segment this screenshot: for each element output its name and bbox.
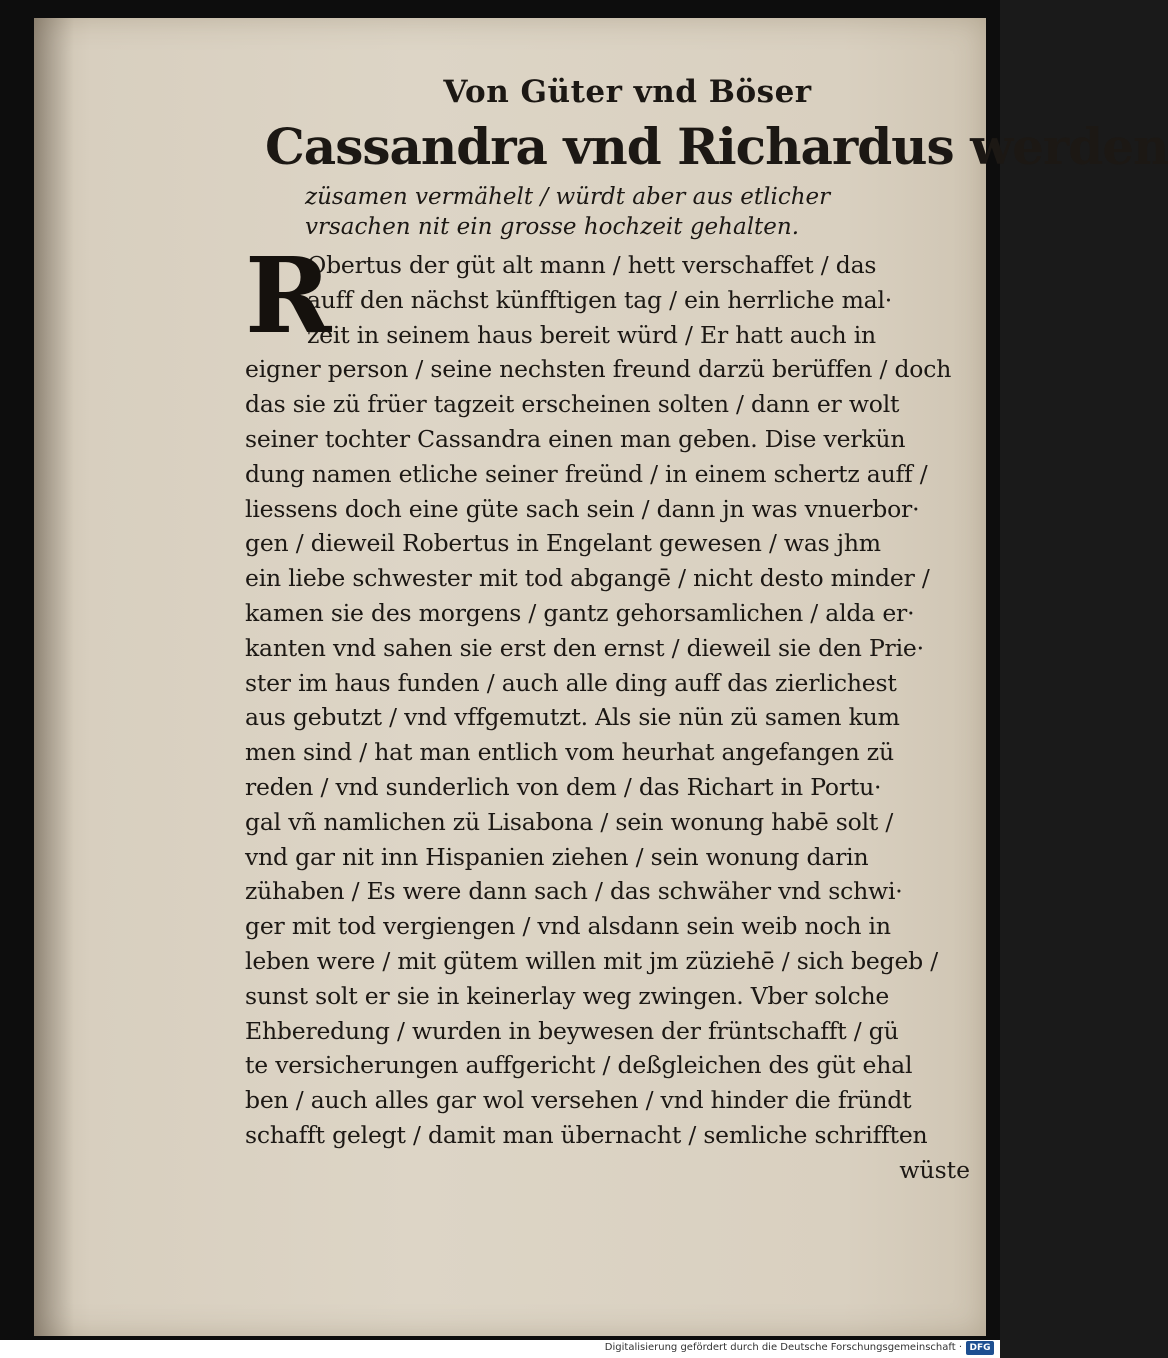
- text-line: aus gebutzt / vnd vffgemutzt. Als sie nün zü samen kum: [245, 703, 900, 732]
- decorated-initial: R: [245, 234, 332, 357]
- funding-credit: Digitalisierung gefördert durch die Deutsche Forschungsgemeinschaft ·: [604, 1342, 962, 1353]
- body-text: [245, 234, 980, 1188]
- text-line: te versicherungen auffgericht / deßgleichen des güt ehal: [245, 1051, 913, 1080]
- text-line: sunst solt er sie in keinerlay weg zwingen. Vber solche: [245, 981, 890, 1010]
- chapter-subtitle: [305, 182, 980, 242]
- dfg-logo: DFG: [966, 1341, 994, 1355]
- text-line: ger mit tod vergiengen / vnd alsdann sein weib noch in: [245, 912, 891, 941]
- text-line: Obertus der güt alt mann / hett verschaffet / das: [307, 251, 877, 279]
- text-line: kamen sie des morgens / gantz gehorsamlichen / alda er·: [245, 598, 915, 627]
- text-line: leben were / mit gütem willen mit jm züziehē / sich begeb /: [245, 946, 939, 975]
- text-line: kanten vnd sahen sie erst den ernst / dieweil sie den Prie·: [245, 633, 924, 662]
- text-line: dung namen etliche seiner freünd / in einem schertz auff /: [245, 459, 928, 488]
- text-line: ein liebe schwester mit tod abgangē / nicht desto minder /: [245, 564, 930, 593]
- text-line: schafft gelegt / damit man übernacht / semliche schrifften: [245, 1120, 928, 1149]
- catchword: wüste: [899, 1155, 970, 1184]
- gutter-shadow: [34, 18, 74, 1336]
- text-line: zühaben / Es were dann sach / das schwäher vnd schwi·: [245, 877, 903, 906]
- text-line: seiner tochter Cassandra einen man geben. Dise verkün: [245, 424, 906, 453]
- subtitle-line: züsamen vermähelt / würdt aber aus etlicher: [305, 184, 831, 210]
- text-line: Ehberedung / wurden in beywesen der früntschafft / gü: [245, 1016, 899, 1045]
- text-line: auff den nächst künfftigen tag / ein herrliche mal·: [307, 285, 893, 314]
- page-text-block: [245, 70, 1168, 1188]
- text-line: das sie zü früer tagzeit erscheinen solten / dann er wolt: [245, 390, 900, 419]
- subtitle-line: vrsachen nit ein grosse hochzeit gehalten.: [305, 214, 800, 240]
- text-line: eigner person / seine nechsten freund darzü berüffen / doch: [245, 355, 952, 384]
- text-line: vnd gar nit inn Hispanien ziehen / sein wonung darin: [245, 842, 869, 871]
- text-line: gen / dieweil Robertus in Engelant gewesen / was jhm: [245, 529, 881, 558]
- text-line: reden / vnd sunderlich von dem / das Richart in Portu·: [245, 772, 882, 801]
- running-head: Von Güter vnd Böser: [443, 74, 812, 110]
- text-line: men sind / hat man entlich vom heurhat angefangen zü: [245, 738, 894, 767]
- text-line: ben / auch alles gar wol versehen / vnd hinder die fründt: [245, 1086, 912, 1115]
- text-line: ster im haus funden / auch alle ding auff das zierlichest: [245, 668, 897, 697]
- text-line: zeit in seinem haus bereit würd / Er hatt auch in: [307, 320, 876, 349]
- text-line: liessens doch eine güte sach sein / dann jn was vnuerbor·: [245, 494, 920, 523]
- text-line: gal vñ namlichen zü Lisabona / sein wonung habē solt /: [245, 807, 894, 836]
- chapter-title: Cassandra vnd Richardus werden: [265, 117, 1168, 176]
